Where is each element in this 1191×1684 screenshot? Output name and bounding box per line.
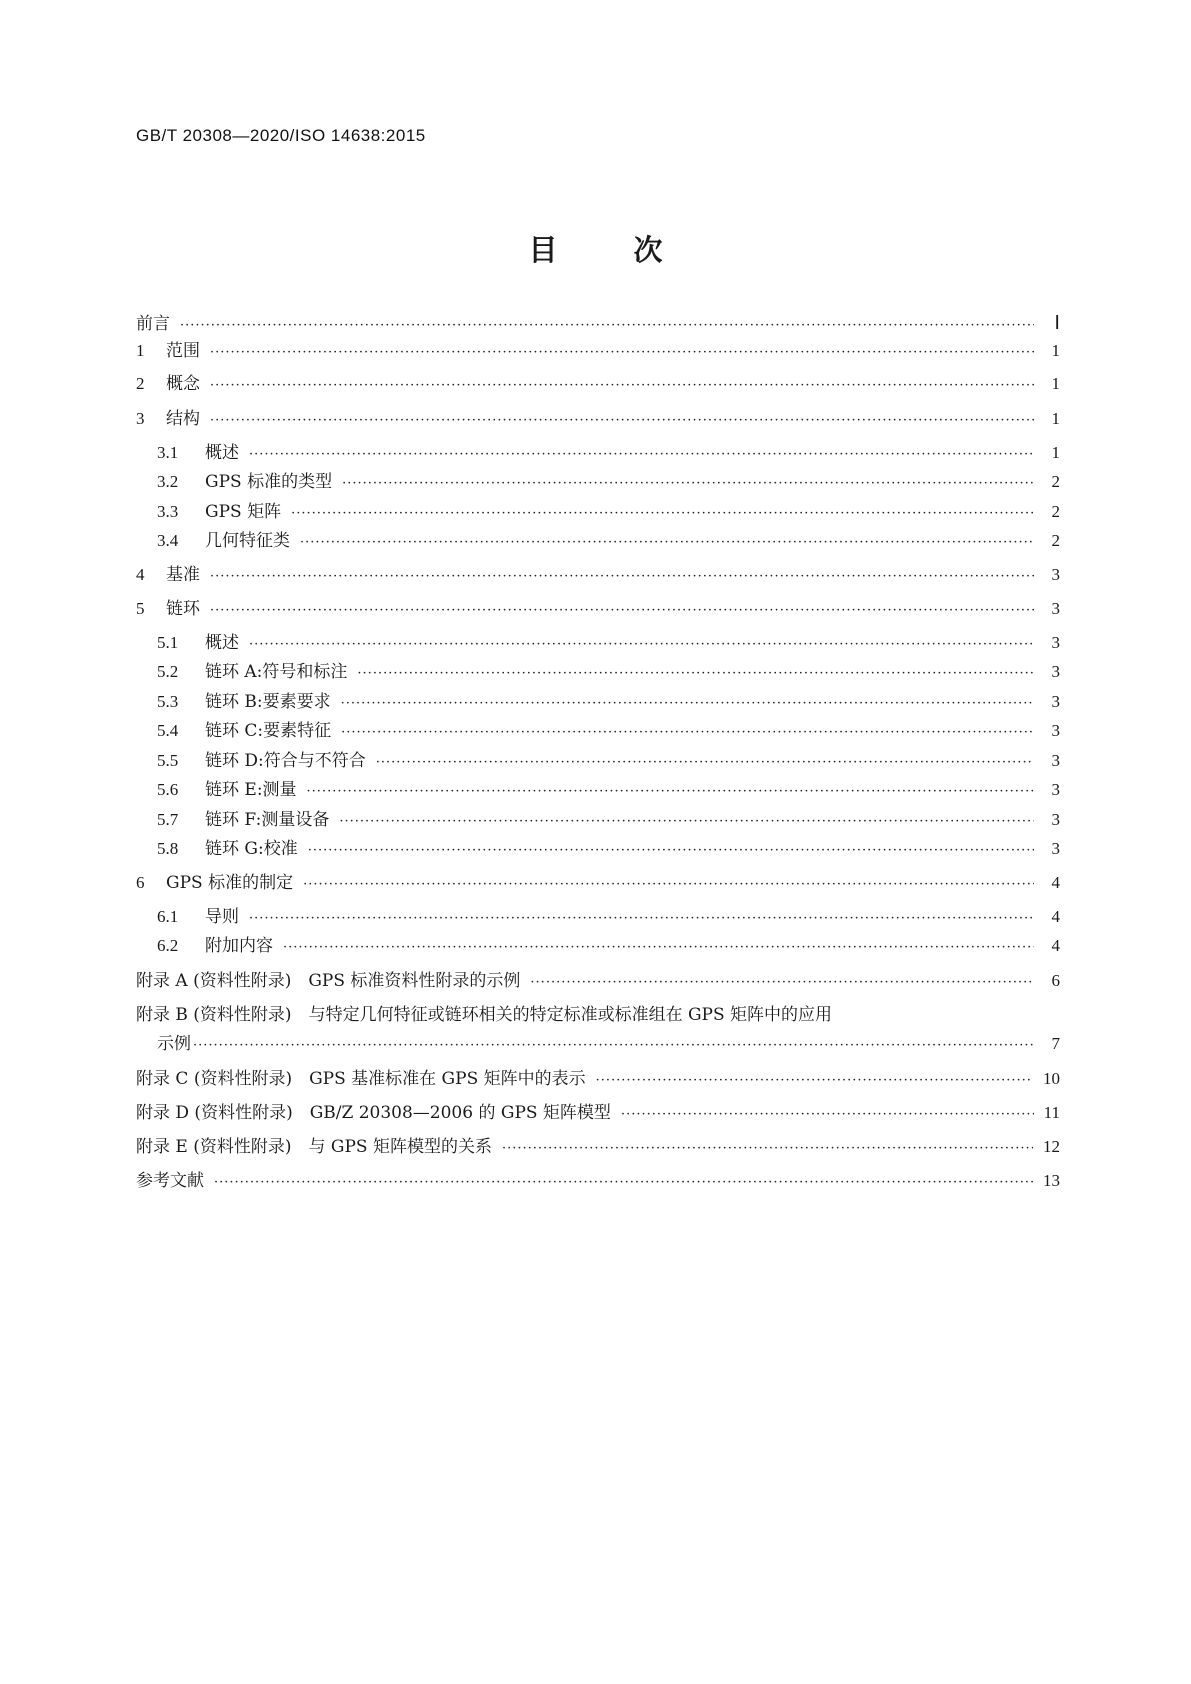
toc-entry-annex-b-line1[interactable] <box>136 1002 1060 1028</box>
toc-entry-text: 链环 D:符合与不符合 <box>205 751 366 771</box>
toc-entry-text: 链环 <box>166 599 200 619</box>
toc-entry-annex-d[interactable] <box>136 1100 1060 1126</box>
toc-entry-text: 附加内容 <box>205 936 273 956</box>
toc-entry-5-5[interactable] <box>157 748 1060 774</box>
toc-leader-dots <box>249 632 1034 658</box>
toc-entry-number: 5.3 <box>157 692 179 711</box>
toc-entry-page: 2 <box>1051 472 1060 491</box>
title-char-2: 次 <box>633 233 663 267</box>
toc-entry-page: 3 <box>1051 780 1060 799</box>
toc-entry-annex-e[interactable] <box>136 1134 1060 1160</box>
toc-entry-number: 4 <box>136 565 145 584</box>
toc-entry-number: 3.3 <box>157 502 179 521</box>
toc-entry-text: 链环 G:校准 <box>205 839 298 859</box>
toc-entry-text: 链环 A:符号和标注 <box>205 662 348 682</box>
toc-entry-text-continued: 示例 <box>157 1034 191 1054</box>
toc-entry-number: 5.6 <box>157 780 179 799</box>
toc-leader-dots <box>210 598 1034 624</box>
toc-entry-3-1[interactable] <box>157 440 1060 466</box>
toc-entry-page: 4 <box>1051 936 1060 955</box>
toc-entry-number: 6.2 <box>157 936 179 955</box>
toc-entry-page: 3 <box>1051 599 1060 618</box>
toc-entry-3-4[interactable] <box>157 528 1060 554</box>
toc-entry-6-2[interactable] <box>157 933 1060 959</box>
toc-entry-number: 5.1 <box>157 633 179 652</box>
toc-leader-dots <box>357 661 1034 687</box>
toc-entry-text: 概述 <box>205 443 239 463</box>
toc-leader-dots <box>307 779 1034 805</box>
toc-leader-dots <box>210 564 1034 590</box>
toc-entry-page: 3 <box>1051 633 1060 652</box>
toc-entry-page: 6 <box>1051 971 1060 990</box>
toc-entry-number: 2 <box>136 374 145 393</box>
toc-entry-page: 2 <box>1051 531 1060 550</box>
toc-entry-page: 3 <box>1051 692 1060 711</box>
toc-leader-dots <box>303 872 1034 898</box>
toc-entry-number: 1 <box>136 341 145 360</box>
toc-leader-dots <box>621 1102 1034 1128</box>
toc-entry-1[interactable] <box>136 338 1060 364</box>
toc-entry-number: 5 <box>136 599 145 618</box>
toc-entry-annex-b-line2[interactable] <box>157 1031 1060 1057</box>
toc-entry-annex-a[interactable] <box>136 968 1060 994</box>
toc-entry-page: 3 <box>1051 721 1060 740</box>
toc-entry-page: 1 <box>1051 443 1060 462</box>
toc-entry-text: GPS 标准的类型 <box>205 472 333 492</box>
toc-entry-number: 5.4 <box>157 721 179 740</box>
toc-entry-number: 5.2 <box>157 662 179 681</box>
toc-entry-page: 3 <box>1051 839 1060 858</box>
toc-entry-text: 概念 <box>166 374 200 394</box>
toc-entry-text: 附录 C (资料性附录) GPS 基准标准在 GPS 矩阵中的表示 <box>136 1069 586 1089</box>
toc-leader-dots <box>342 471 1034 497</box>
toc-leader-dots <box>502 1136 1033 1162</box>
toc-entry-text: 链环 F:测量设备 <box>205 810 330 830</box>
toc-leader-dots <box>300 530 1034 556</box>
toc-leader-dots <box>596 1068 1033 1094</box>
toc-entry-text: 附录 A (资料性附录) GPS 标准资料性附录的示例 <box>136 971 521 991</box>
toc-leader-dots <box>283 935 1034 961</box>
toc-entry-text: 链环 C:要素特征 <box>205 721 332 741</box>
toc-entry-page: Ⅰ <box>1054 313 1060 334</box>
toc-leader-dots <box>210 373 1034 399</box>
toc-entry-4[interactable] <box>136 562 1060 588</box>
toc-leader-dots <box>249 442 1034 468</box>
toc-entry-text: 导则 <box>205 907 239 927</box>
toc-entry-text: 附录 D (资料性附录) GB/Z 20308—2006 的 GPS 矩阵模型 <box>136 1103 611 1123</box>
standard-header: GB/T 20308—2020/ISO 14638:2015 <box>136 126 426 145</box>
toc-entry-5-7[interactable] <box>157 807 1060 833</box>
toc-leader-dots <box>291 501 1034 527</box>
toc-entry-6[interactable] <box>136 870 1060 896</box>
toc-leader-dots <box>376 750 1034 776</box>
toc-entry-page: 4 <box>1051 907 1060 926</box>
toc-leader-dots <box>210 340 1034 366</box>
toc-entry-text: 链环 E:测量 <box>205 780 297 800</box>
toc-entry-5[interactable] <box>136 596 1060 622</box>
toc-leader-dots <box>180 313 1034 339</box>
toc-entry-page: 1 <box>1051 409 1060 428</box>
page-title <box>0 228 1191 269</box>
toc-entry-foreword[interactable] <box>136 311 1060 337</box>
toc-entry-5-3[interactable] <box>157 689 1060 715</box>
toc-entry-text: 参考文献 <box>136 1171 204 1191</box>
toc-entry-5-8[interactable] <box>157 836 1060 862</box>
toc-entry-text: 几何特征类 <box>205 531 290 551</box>
toc-leader-dots <box>530 970 1034 996</box>
toc-entry-page: 11 <box>1043 1103 1060 1122</box>
toc-leader-dots <box>341 691 1034 717</box>
toc-entry-number: 6.1 <box>157 907 179 926</box>
toc-entry-5-6[interactable] <box>157 777 1060 803</box>
toc-entry-page: 3 <box>1051 662 1060 681</box>
toc-entry-text: 前言 <box>136 314 170 334</box>
toc-entry-text: GPS 标准的制定 <box>166 873 294 893</box>
toc-entry-page: 7 <box>1051 1034 1060 1053</box>
toc-leader-dots <box>308 838 1034 864</box>
toc-leader-dots <box>214 1170 1033 1196</box>
toc-entry-text: 概述 <box>205 633 239 653</box>
toc-leader-dots <box>249 906 1034 932</box>
toc-entry-number: 3.1 <box>157 443 179 462</box>
toc-entry-number: 5.7 <box>157 810 179 829</box>
toc-entry-number: 5.8 <box>157 839 179 858</box>
toc-entry-page: 1 <box>1051 374 1060 393</box>
toc-entry-page: 10 <box>1043 1069 1060 1088</box>
toc-entry-page: 13 <box>1043 1171 1060 1190</box>
toc-entry-text: 基准 <box>166 565 200 585</box>
toc-entry-annex-c[interactable] <box>136 1066 1060 1092</box>
toc-entry-5-4[interactable] <box>157 718 1060 744</box>
toc-entry-5-2[interactable] <box>157 659 1060 685</box>
toc-entry-3-3[interactable] <box>157 499 1060 525</box>
toc-entry-page: 2 <box>1051 502 1060 521</box>
toc-entry-text: 链环 B:要素要求 <box>205 692 331 712</box>
toc-entry-text: 附录 B (资料性附录) 与特定几何特征或链环相关的特定标准或标准组在 GPS 矩阵中的应用 <box>136 1005 833 1025</box>
toc-entry-text: 附录 E (资料性附录) 与 GPS 矩阵模型的关系 <box>136 1137 492 1157</box>
title-char-1: 目 <box>528 233 558 267</box>
toc-entry-3-2[interactable] <box>157 469 1060 495</box>
toc-entry-text: 结构 <box>166 409 200 429</box>
toc-entry-number: 6 <box>136 873 145 892</box>
toc-entry-page: 4 <box>1051 873 1060 892</box>
toc-entry-bibliography[interactable] <box>136 1168 1060 1194</box>
toc-entry-page: 3 <box>1051 565 1060 584</box>
toc-entry-number: 3 <box>136 409 145 428</box>
toc-entry-page: 1 <box>1051 341 1060 360</box>
toc-entry-5-1[interactable] <box>157 630 1060 656</box>
toc-entry-number: 5.5 <box>157 751 179 770</box>
toc-entry-text: GPS 矩阵 <box>205 502 282 522</box>
toc-leader-dots <box>193 1033 1034 1059</box>
toc-entry-page: 3 <box>1051 751 1060 770</box>
toc-entry-number: 3.2 <box>157 472 179 491</box>
toc-entry-3[interactable] <box>136 406 1060 432</box>
toc-leader-dots <box>210 408 1034 434</box>
toc-entry-2[interactable] <box>136 371 1060 397</box>
toc-entry-6-1[interactable] <box>157 904 1060 930</box>
toc-entry-page: 3 <box>1051 810 1060 829</box>
toc-entry-number: 3.4 <box>157 531 179 550</box>
toc-leader-dots <box>341 720 1034 746</box>
toc-entry-text: 范围 <box>166 341 200 361</box>
toc-leader-dots <box>339 809 1034 835</box>
toc-entry-page: 12 <box>1043 1137 1060 1156</box>
